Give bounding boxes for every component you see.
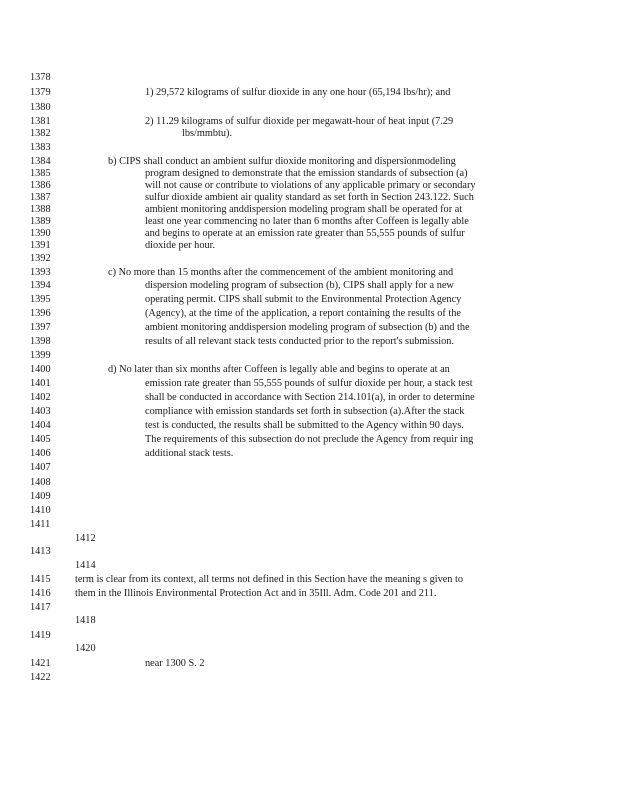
paragraph-b-line: and begins to operate at an emission rate greater than 55,555 pounds of sulfur [145, 228, 465, 239]
line-number: 1386 [30, 180, 51, 191]
paragraph-c: c) No more than 15 months after the commencement of the ambient monitoring and [108, 267, 454, 278]
paragraph-d-line: The requirements of this subsection do not preclude the Agency from requir ing [145, 434, 474, 445]
line-number: 1415 [30, 574, 51, 585]
paragraph-d-line: additional stack tests. [145, 448, 234, 459]
line-number: 1381 [30, 116, 51, 127]
paragraph-b-line: will not cause or contribute to violations of any applicable primary or secondary [145, 180, 476, 191]
line-number: 1405 [30, 434, 51, 445]
limit-item-2-cont: lbs/mmbtu). [182, 128, 233, 139]
line-number: 1389 [30, 216, 51, 227]
paragraph-c-line: ambient monitoring anddispersion modeling program of subsection (b) and the [145, 322, 470, 333]
line-number: 1392 [30, 253, 51, 264]
line-number: 1413 [30, 546, 51, 557]
paragraph-d-line: shall be conducted in accordance with Section 214.101(a), in order to determine [145, 392, 475, 403]
line-number: 1390 [30, 228, 51, 239]
line-number: 1410 [30, 505, 51, 516]
paragraph-c-line: results of all relevant stack tests conducted prior to the report's submission. [145, 336, 454, 347]
line-number: 1408 [30, 477, 51, 488]
paragraph-b-line: ambient monitoring anddispersion modeling program shall be operated for at [145, 204, 463, 215]
line-number: 1397 [30, 322, 51, 333]
paragraph-c-line: operating permit. CIPS shall submit to the Environmental Protection Agency [145, 294, 462, 305]
line-number: 1378 [30, 72, 51, 83]
paragraph-b-line: sulfur dioxide ambient air quality standard as set forth in Section 243.122. Such [145, 192, 474, 203]
line-number: 1383 [30, 142, 51, 153]
line-number: 1396 [30, 308, 51, 319]
line-number: 1412 [75, 533, 96, 544]
line-number: 1382 [30, 128, 51, 139]
line-number: 1419 [30, 630, 51, 641]
line-number: 1385 [30, 168, 51, 179]
line-number: 1418 [75, 615, 96, 626]
line-number: 1420 [75, 643, 96, 654]
line-number: 1414 [75, 560, 96, 571]
line-number: 1395 [30, 294, 51, 305]
line-number: 1401 [30, 378, 51, 389]
line-number: 1387 [30, 192, 51, 203]
paragraph-d-line: test is conducted, the results shall be submitted to the Agency within 90 days. [145, 420, 464, 431]
paragraph-b-line: program designed to demonstrate that the emission standards of subsection (a) [145, 168, 468, 179]
line-number: 1398 [30, 336, 51, 347]
line-number: 1402 [30, 392, 51, 403]
line-number: 1399 [30, 350, 51, 361]
line-number: 1388 [30, 204, 51, 215]
line-number: 1380 [30, 102, 51, 113]
limit-item-1: 1) 29,572 kilograms of sulfur dioxide in any one hour (65,194 lbs/hr); and [145, 87, 451, 98]
definition-aventine: near 1300 S. 2 [145, 658, 205, 669]
definitions-intro: term is clear from its context, all terms not defined in this Section have the meaning s given to [75, 574, 464, 585]
paragraph-d-line: compliance with emission standards set forth in subsection (a).After the stack [145, 406, 465, 417]
paragraph-b-line: dioxide per hour. [145, 240, 216, 251]
line-number: 1422 [30, 672, 51, 683]
paragraph-b: b) CIPS shall conduct an ambient sulfur dioxide monitoring and dispersionmodeling [108, 156, 456, 167]
paragraph-d: d) No later than six months after Coffeen is legally able and begins to operate at an [108, 364, 450, 375]
line-number: 1416 [30, 588, 51, 599]
paragraph-d-line: emission rate greater than 55,555 pounds of sulfur dioxide per hour, a stack test [145, 378, 473, 389]
limit-item-2: 2) 11.29 kilograms of sulfur dioxide per megawatt-hour of heat input (7.29 [145, 116, 454, 127]
line-number: 1393 [30, 267, 51, 278]
line-number: 1400 [30, 364, 51, 375]
line-number: 1421 [30, 658, 51, 669]
line-number: 1394 [30, 280, 51, 291]
line-number: 1379 [30, 87, 51, 98]
paragraph-c-line: (Agency), at the time of the application, a report containing the results of the [145, 308, 461, 319]
paragraph-c-line: dispersion modeling program of subsection (b), CIPS shall apply for a new [145, 280, 454, 291]
line-number: 1407 [30, 462, 51, 473]
line-number: 1404 [30, 420, 51, 431]
line-number: 1403 [30, 406, 51, 417]
line-number: 1384 [30, 156, 51, 167]
line-number: 1391 [30, 240, 51, 251]
line-number: 1409 [30, 491, 51, 502]
line-number: 1411 [30, 519, 51, 530]
line-number: 1417 [30, 602, 51, 613]
definitions-intro-line: them in the Illinois Environmental Protection Act and in 35Ill. Adm. Code 201 and 211. [75, 588, 437, 599]
paragraph-b-line: least one year commencing no later than 6 months after Coffeen is legally able [145, 216, 469, 227]
line-number: 1406 [30, 448, 51, 459]
